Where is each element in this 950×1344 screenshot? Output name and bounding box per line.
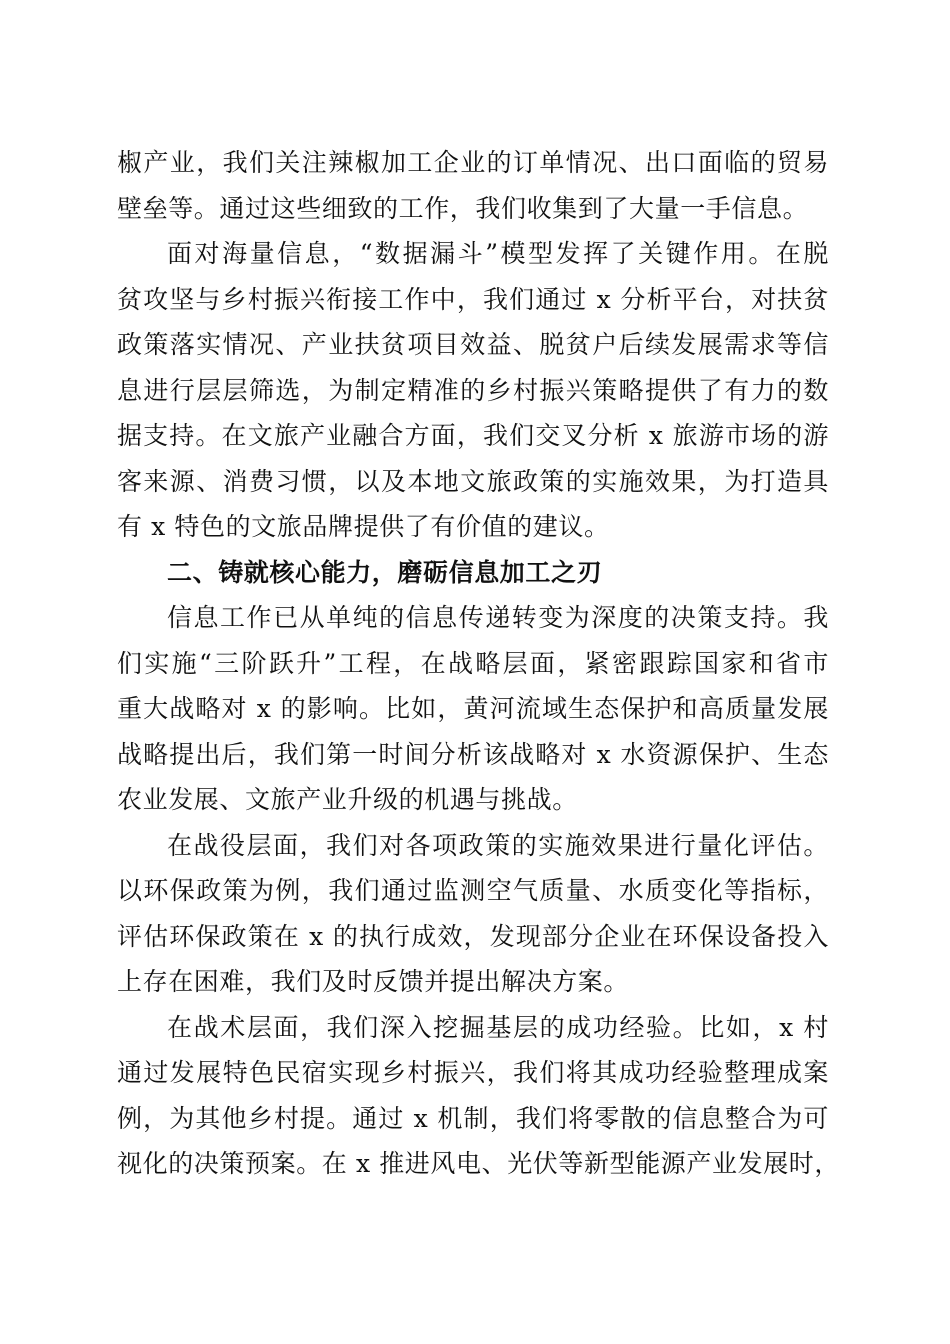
text-line: 据支持。在文旅产业融合方面，我们交叉分析 x 旅游市场的游: [117, 421, 829, 450]
text-line: 在战术层面，我们深入挖掘基层的成功经验。比如，x 村: [167, 1012, 829, 1042]
text-line: 重大战略对 x 的影响。比如，黄河流域生态保护和高质量发展: [117, 694, 829, 723]
document-body: [117, 140, 840, 1187]
text-line: 上存在困难，我们及时反馈并提出解决方案。: [117, 967, 630, 996]
text-line: 在战役层面，我们对各项政策的实施效果进行量化评估。: [167, 830, 829, 860]
text-line: 椒产业，我们关注辣椒加工企业的订单情况、出口面临的贸易: [117, 148, 829, 177]
text-line: 信息工作已从单纯的信息传递转变为深度的决策支持。我: [167, 603, 829, 632]
text-line: 客来源、消费习惯，以及本地文旅政策的实施效果，为打造具: [117, 466, 829, 496]
text-line: 息进行层层筛选，为制定精准的乡村振兴策略提供了有力的数: [117, 375, 829, 405]
text-line: 视化的决策预案。在 x 推进风电、光伏等新型能源产业发展时，: [117, 1149, 840, 1178]
text-line: 政策落实情况、产业扶贫项目效益、脱贫户后续发展需求等信: [117, 330, 829, 359]
text-line: 例，为其他乡村提。通过 x 机制，我们将零散的信息整合为可: [117, 1103, 829, 1133]
text-line: 战略提出后，我们第一时间分析该战略对 x 水资源保护、生态: [117, 739, 829, 769]
text-line: 贫攻坚与乡村振兴衔接工作中，我们通过 x 分析平台，对扶贫: [117, 284, 829, 314]
section-heading: 二、铸就核心能力，磨砺信息加工之刃: [167, 557, 603, 587]
text-line: 评估环保政策在 x 的执行成效，发现部分企业在环保设备投入: [117, 921, 829, 951]
text-line: 们实施“三阶跃升”工程，在战略层面，紧密跟踪国家和省市: [117, 648, 829, 678]
text-line: 面对海量信息，“数据漏斗”模型发挥了关键作用。在脱: [167, 239, 829, 268]
text-line: 有 x 特色的文旅品牌提供了有价值的建议。: [117, 512, 610, 541]
text-line: 农业发展、文旅产业升级的机遇与挑战。: [117, 785, 578, 814]
text-line: 通过发展特色民宿实现乡村振兴，我们将其成功经验整理成案: [117, 1058, 829, 1087]
text-line: 壁垒等。通过这些细致的工作，我们收集到了大量一手信息。: [117, 193, 809, 223]
text-line: 以环保政策为例，我们通过监测空气质量、水质变化等指标，: [117, 876, 829, 905]
